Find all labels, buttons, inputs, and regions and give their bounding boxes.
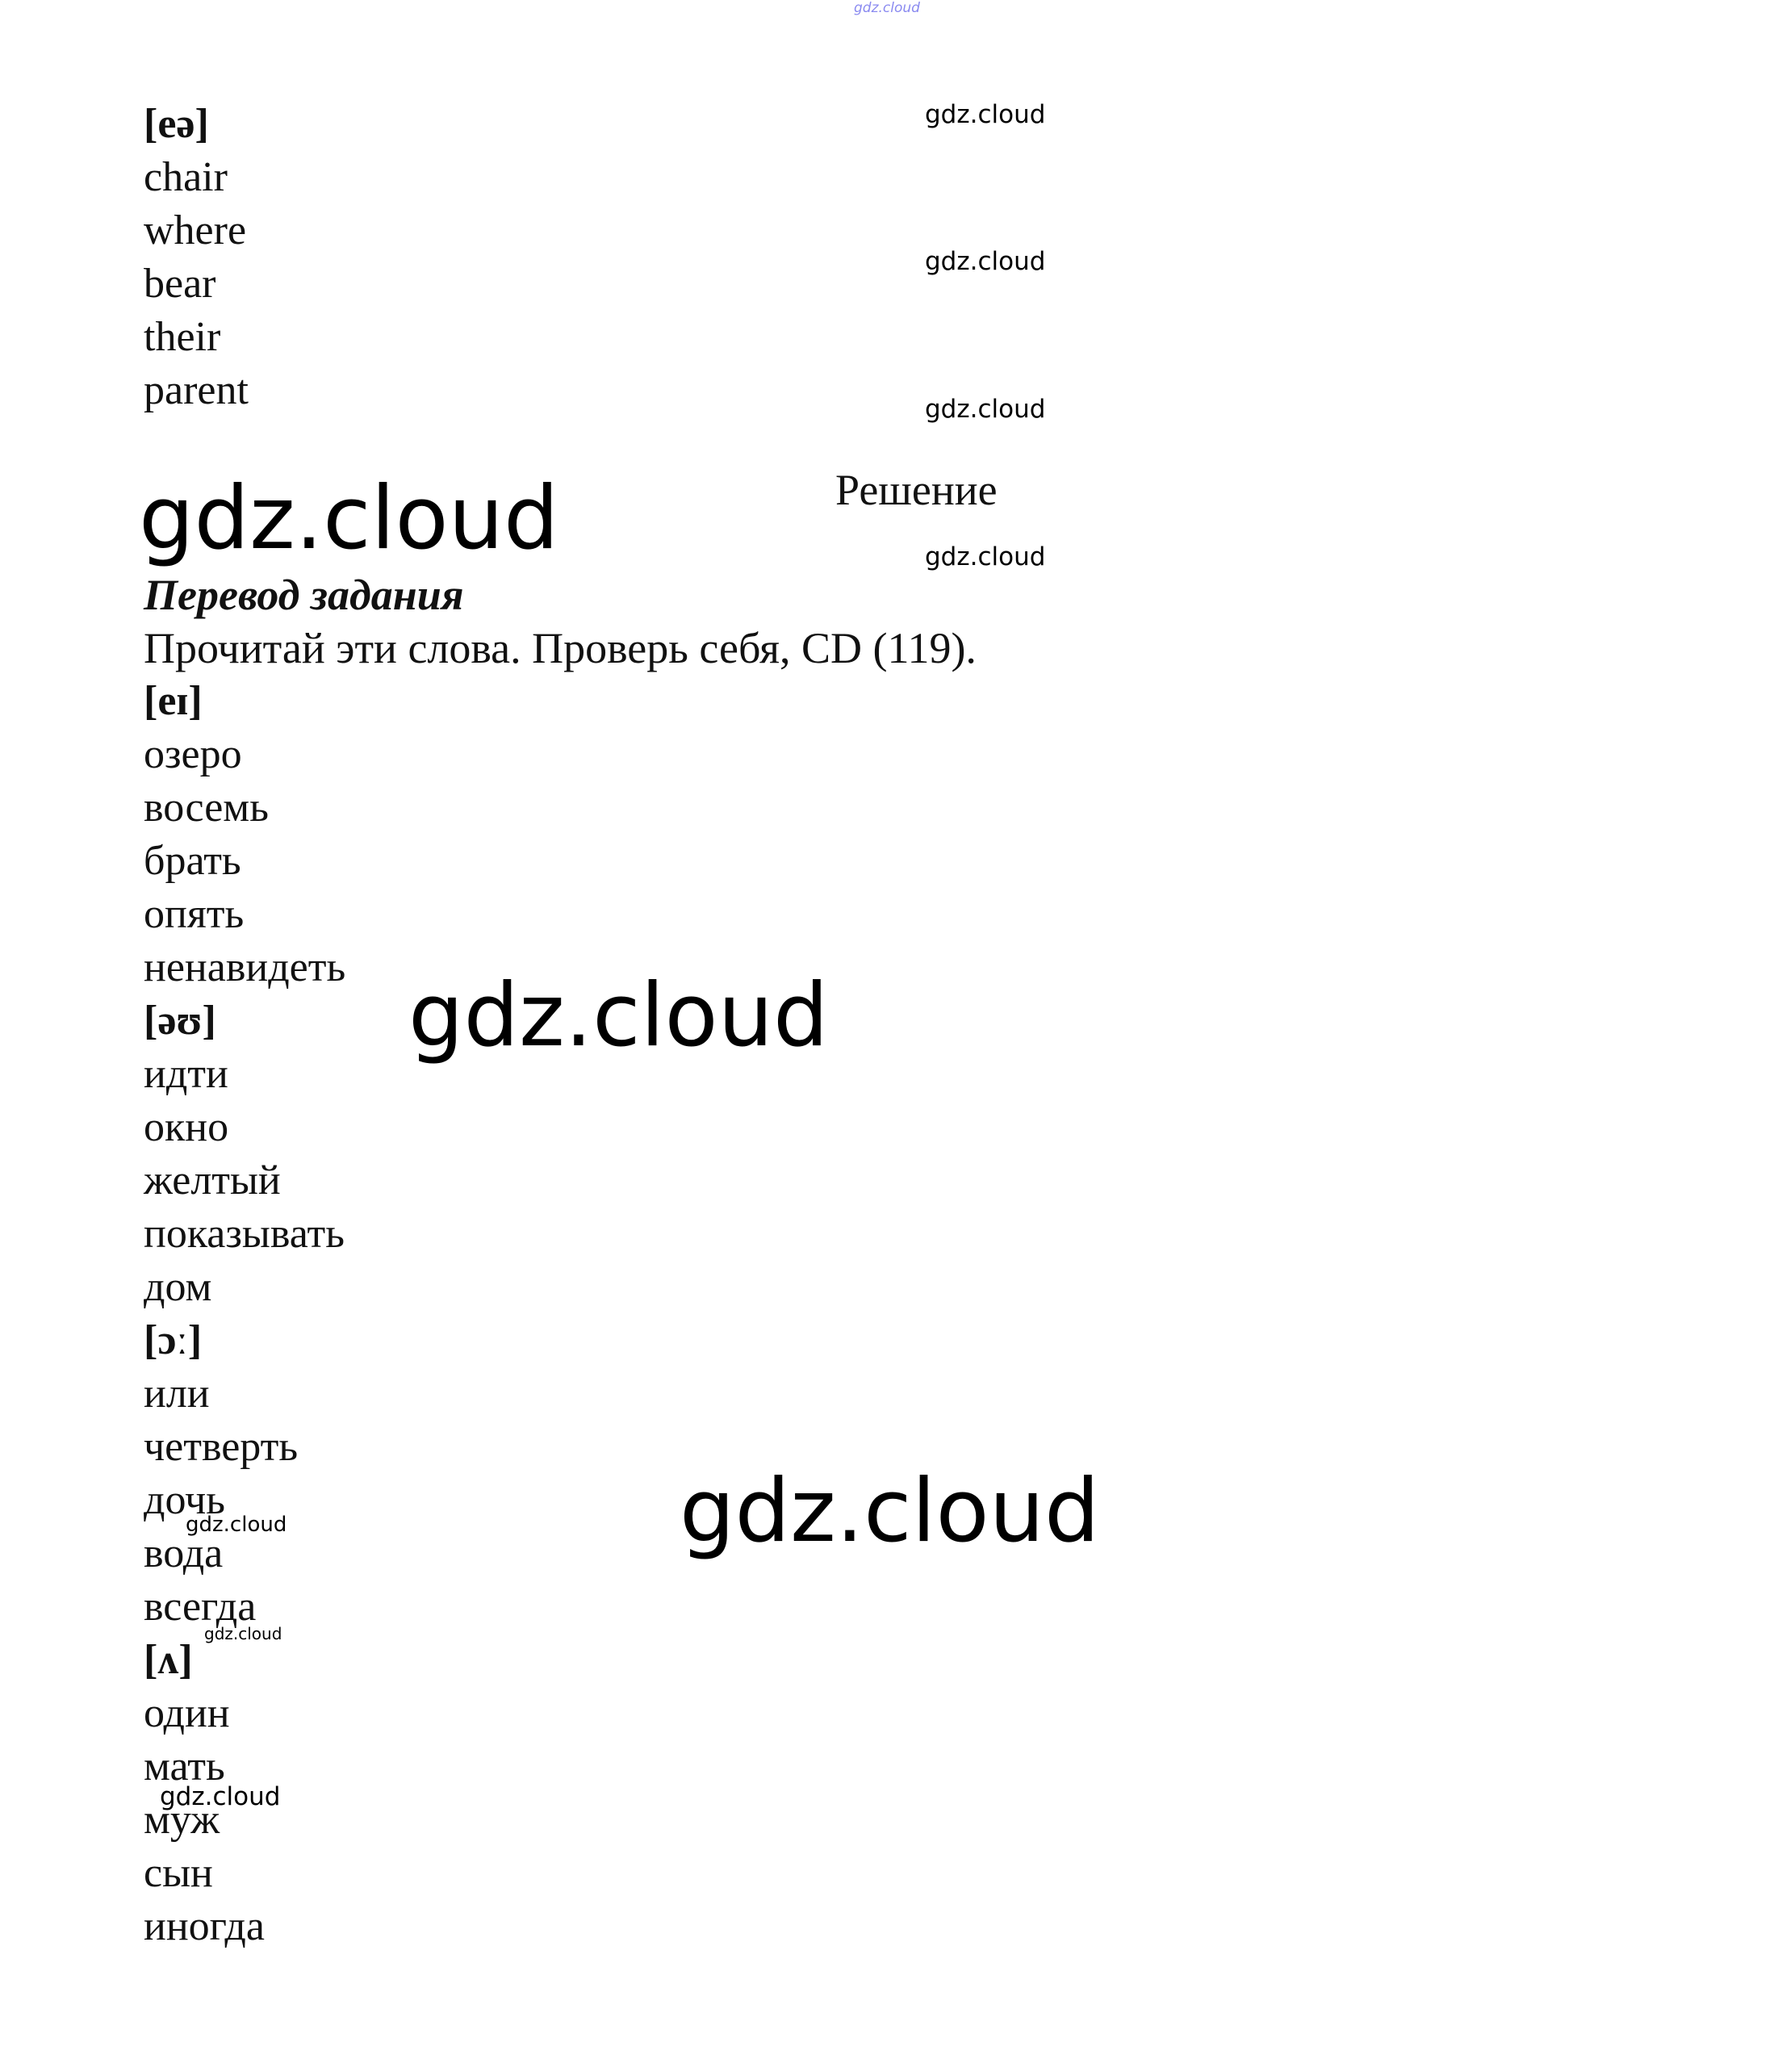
word-item: всегда [144,1584,257,1630]
word-item: мать [144,1743,225,1789]
word-item: parent [144,367,249,413]
watermark: gdz.cloud [160,1782,281,1811]
word-item: или [144,1371,210,1417]
watermark: gdz.cloud [925,247,1046,276]
watermark-large: gdz.cloud [680,1461,1100,1562]
task-title: Перевод задания [144,571,464,619]
watermark-large: gdz.cloud [139,468,559,569]
solution-heading: Решение [835,466,998,514]
sound-heading: [eɪ] [144,678,203,724]
watermark: gdz.cloud [925,395,1046,424]
word-item: окно [144,1104,229,1150]
sound-heading: [ɔː] [144,1317,203,1363]
word-item: дочь [144,1477,225,1523]
word-item: ненавидеть [144,944,346,990]
word-item: восемь [144,785,269,831]
watermark-large: gdz.cloud [408,965,829,1066]
word-item: четверть [144,1424,299,1470]
word-item: муж [144,1797,220,1843]
word-item: сын [144,1850,213,1896]
task-text: Прочитай эти слова. Проверь себя, CD (119). [144,624,977,672]
sound-heading: [ʌ] [144,1637,193,1683]
word-item: where [144,207,247,253]
watermark: gdz.cloud [925,100,1046,129]
word-item: показывать [144,1211,345,1257]
word-item: брать [144,838,241,884]
word-item: опять [144,891,245,937]
word-item: иногда [144,1903,265,1949]
word-item: вода [144,1530,224,1576]
word-item: озеро [144,731,242,777]
word-item: their [144,314,221,360]
word-item: идти [144,1051,228,1097]
top-watermark: gdz.cloud [854,0,920,16]
word-item: chair [144,154,228,200]
watermark: gdz.cloud [204,1624,282,1643]
watermark: gdz.cloud [186,1513,287,1537]
word-item: желтый [144,1157,281,1203]
word-item: один [144,1690,230,1736]
sound-heading: [eə] [144,101,209,147]
word-item: bear [144,261,216,307]
word-item: дом [144,1264,212,1310]
sound-heading: [əʊ] [144,998,216,1044]
watermark: gdz.cloud [925,542,1046,571]
